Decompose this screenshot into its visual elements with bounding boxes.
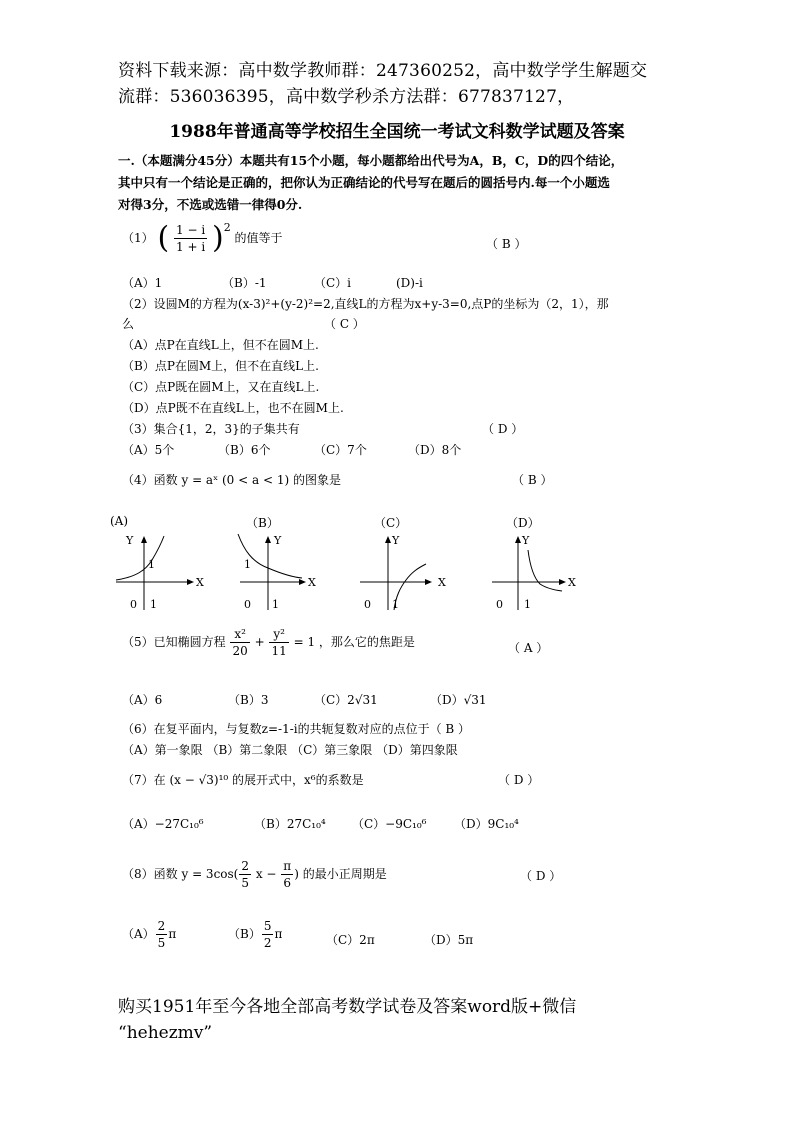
q7-option-c: （C）−9C₁₀⁶ bbox=[352, 817, 427, 831]
q7-prefix: （7）在 bbox=[122, 773, 166, 787]
question-5: （5）已知椭圆方程 $\frac{\text{x²}}{20}$ + $\frac{\text{y²}}{11}$ = 1 ，那么它的焦距是 bbox=[122, 627, 415, 658]
q8-formula-b: x − bbox=[255, 867, 277, 881]
q5-prefix: （5）已知椭圆方程 bbox=[122, 635, 226, 649]
graph-a-curve bbox=[116, 536, 164, 580]
page-title: 1988年普通高等学校招生全国统一考试文科数学试题及答案 bbox=[169, 122, 625, 142]
q5-answer: （ A ） bbox=[508, 641, 549, 655]
q8-fb-numerator: π bbox=[283, 859, 292, 873]
graph-c-x-arrow bbox=[425, 579, 432, 585]
section-intro-line-2: 其中只有一个结论是正确的，把你认为正确结论的代号写在题后的圆括号内.每一个小题选 bbox=[118, 175, 610, 190]
q8-option-a-label: （A） bbox=[122, 927, 155, 941]
q8-option-b-label: （B） bbox=[228, 927, 261, 941]
q7-option-d: （D）9C₁₀⁴ bbox=[454, 817, 519, 831]
question-4 bbox=[122, 470, 341, 490]
q5-y-numerator: y² bbox=[269, 626, 288, 643]
q2-option-c: （C）点P既在圆M上，又在直线L上. bbox=[122, 380, 320, 394]
q1-number: （1） bbox=[122, 231, 154, 245]
q8-fa-numerator: 2 bbox=[241, 859, 249, 873]
question-1 bbox=[122, 222, 283, 255]
header-line-2: 流群：536036395，高中数学秒杀方法群：677837127， bbox=[118, 87, 575, 107]
q2-line-2: 么 bbox=[122, 317, 135, 331]
graph-a-x-one: 1 bbox=[150, 598, 157, 611]
graph-d-y-label: Y bbox=[522, 534, 530, 547]
q7-option-b: （B）27C₁₀⁴ bbox=[254, 817, 326, 831]
q3-text: （3）集合{1，2，3}的子集共有 bbox=[122, 422, 300, 436]
q8-option-a-pi: π bbox=[168, 927, 177, 941]
q1-option-d: (D)-i bbox=[396, 276, 423, 290]
graph-a-one-mark: 1 bbox=[148, 558, 155, 571]
q1-text: 的值等于 bbox=[234, 231, 283, 245]
graph-a-y-arrow bbox=[141, 536, 147, 543]
graph-c bbox=[356, 530, 452, 620]
q1-right-paren: ) bbox=[212, 220, 224, 256]
q8-option-d: （D）5π bbox=[424, 933, 474, 947]
graph-b-y-label: Y bbox=[274, 534, 282, 547]
graph-b-curve bbox=[238, 534, 302, 578]
graph-a-x-arrow bbox=[187, 579, 194, 585]
q7-formula: (x − √3)¹⁰ bbox=[169, 773, 229, 787]
q8-option-b bbox=[228, 918, 282, 951]
graph-b-origin: 0 bbox=[244, 598, 251, 611]
section-intro-line-3: 对得3分，不选或选错一律得0分. bbox=[118, 197, 303, 212]
graph-b-label: （B） bbox=[246, 516, 279, 530]
graph-b-x-one: 1 bbox=[272, 598, 279, 611]
graph-c-origin: 0 bbox=[364, 598, 371, 611]
question-8 bbox=[122, 858, 387, 891]
q1-option-b: （B）-1 bbox=[222, 276, 267, 290]
graph-b-x-label: X bbox=[308, 576, 316, 589]
q1-fraction bbox=[174, 222, 207, 255]
q5-fraction-x bbox=[230, 626, 249, 659]
q2-option-a: （A）点P在直线L上，但不在圆M上. bbox=[122, 338, 319, 352]
q4-answer: （ B ） bbox=[512, 473, 553, 487]
q1-option-c: （C）i bbox=[314, 276, 352, 290]
q1-option-a: （A）1 bbox=[122, 276, 163, 290]
q8-answer: （ D ） bbox=[520, 869, 562, 883]
graph-c-y-label: Y bbox=[392, 534, 400, 547]
graph-d-y-arrow bbox=[515, 536, 521, 543]
header-line-1: 资料下载来源：高中数学教师群：247360252，高中数学学生解题交 bbox=[118, 61, 648, 81]
q8-formula-c: ) bbox=[294, 867, 299, 881]
q8-option-c: （C）2π bbox=[326, 933, 375, 947]
graph-d-origin: 0 bbox=[496, 598, 503, 611]
graph-b-one-mark: 1 bbox=[244, 558, 251, 571]
graph-c-x-label: X bbox=[438, 576, 446, 589]
q4-prefix: （4）函数 bbox=[122, 473, 178, 487]
graph-a bbox=[108, 530, 204, 620]
graph-d-label: （D） bbox=[506, 516, 540, 530]
q3-answer: （ D ） bbox=[482, 422, 524, 436]
graph-c-label: （C） bbox=[374, 516, 408, 530]
q6-options: （A）第一象限 （B）第二象限 （C）第三象限 （D）第四象限 bbox=[122, 743, 458, 757]
q5-fraction-y bbox=[269, 626, 288, 659]
graph-c-x-one: 1 bbox=[392, 598, 399, 611]
q8-prefix: （8）函数 bbox=[122, 867, 178, 881]
graph-b-y-arrow bbox=[265, 536, 271, 543]
graph-c-y-arrow bbox=[385, 536, 391, 543]
graph-d-curve bbox=[528, 550, 562, 591]
footer-line-1: 购买1951年至今各地全部高考数学试卷及答案word版+微信 bbox=[118, 997, 577, 1017]
q1-denominator: 1 + i bbox=[176, 240, 206, 254]
graph-a-x-label: X bbox=[196, 576, 204, 589]
graph-a-y-label: Y bbox=[126, 534, 134, 547]
graph-a-origin: 0 bbox=[130, 598, 137, 611]
graph-b-x-arrow bbox=[299, 579, 306, 585]
q5-option-d: （D）√31 bbox=[430, 693, 487, 707]
q1-left-paren: ( bbox=[157, 220, 170, 256]
q5-equals: = 1 bbox=[293, 635, 316, 649]
q5-suffix: ，那么它的焦距是 bbox=[318, 635, 415, 649]
q7-option-a: （A）−27C₁₀⁶ bbox=[122, 817, 204, 831]
q8-option-a-fraction bbox=[156, 918, 168, 951]
q3-option-c: （C）7个 bbox=[314, 443, 367, 457]
q8-formula-a: y = 3cos( bbox=[181, 867, 239, 881]
q8-fa-denominator: 5 bbox=[241, 876, 249, 890]
q5-x-denominator: 20 bbox=[232, 644, 248, 658]
graph-a-label: (A) bbox=[110, 514, 129, 528]
q3-option-d: （D）8个 bbox=[408, 443, 462, 457]
q8-option-b-fraction bbox=[262, 918, 274, 951]
q4-formula: y = aˣ (0 < a < 1) bbox=[181, 473, 290, 487]
q2-line-1: （2）设圆M的方程为(x-3)²+(y-2)²=2,直线L的方程为x+y-3=0,点P的坐标为（2，1），那 bbox=[122, 297, 609, 311]
graph-d-x-arrow bbox=[559, 579, 566, 585]
q5-option-b: （B）3 bbox=[228, 693, 269, 707]
q8-option-b-denominator: 2 bbox=[263, 936, 272, 950]
q2-option-d: （D）点P既不在直线L上，也不在圆M上. bbox=[122, 401, 344, 415]
q8-fb-denominator: 6 bbox=[283, 876, 292, 890]
q8-suffix: 的最小正周期是 bbox=[302, 867, 387, 881]
q8-option-b-pi: π bbox=[274, 927, 283, 941]
q1-answer: （ B ） bbox=[486, 237, 527, 251]
q8-option-b-numerator: 5 bbox=[263, 919, 272, 933]
q1-numerator: 1 − i bbox=[176, 223, 206, 237]
q3-option-a: （A）5个 bbox=[122, 443, 175, 457]
q5-x-numerator: x² bbox=[230, 626, 249, 643]
q8-option-a-numerator: 2 bbox=[157, 919, 166, 933]
q4-suffix: 的图象是 bbox=[292, 473, 341, 487]
q8-option-a-denominator: 5 bbox=[157, 936, 166, 950]
q5-option-c: （C）2√31 bbox=[314, 693, 378, 707]
graph-d-x-label: X bbox=[568, 576, 576, 589]
q2-option-b: （B）点P在圆M上，但不在直线L上. bbox=[122, 359, 319, 373]
graph-d bbox=[488, 530, 584, 620]
q5-y-denominator: 11 bbox=[271, 644, 287, 658]
q1-exponent: 2 bbox=[223, 221, 231, 234]
q8-option-a bbox=[122, 918, 176, 951]
footer-line-2: “hehezmv” bbox=[118, 1023, 213, 1043]
q3-option-b: （B）6个 bbox=[218, 443, 271, 457]
q6-text: （6）在复平面内，与复数z=-1-i的共轭复数对应的点位于（ B ） bbox=[122, 722, 471, 736]
q8-fraction-a bbox=[239, 858, 251, 891]
section-intro-line-1: 一.（本题满分45分）本题共有15个小题，每小题都给出代号为A，B，C，D的四个结论， bbox=[118, 153, 624, 168]
q7-answer: （ D ） bbox=[498, 773, 540, 787]
q5-option-a: （A）6 bbox=[122, 693, 163, 707]
graph-d-x-one: 1 bbox=[524, 598, 531, 611]
question-7 bbox=[122, 770, 364, 790]
q8-fraction-b bbox=[281, 858, 293, 891]
q7-suffix: 的展开式中，x⁶的系数是 bbox=[232, 773, 364, 787]
graph-b bbox=[232, 530, 328, 620]
q2-answer: （ C ） bbox=[324, 317, 365, 331]
